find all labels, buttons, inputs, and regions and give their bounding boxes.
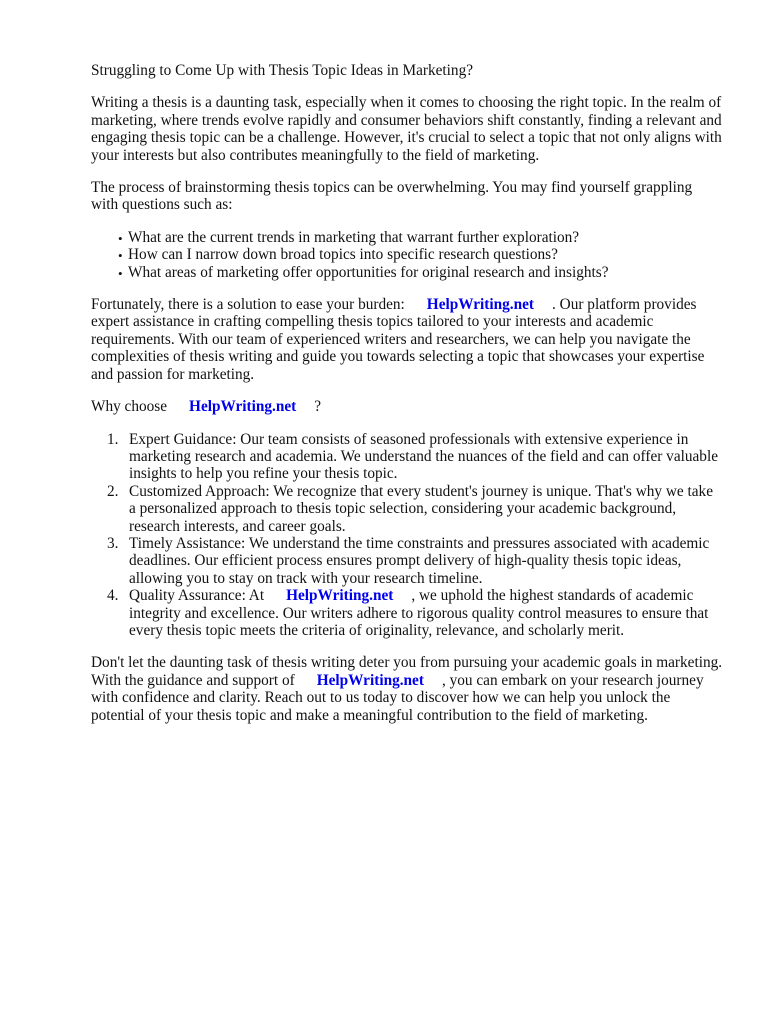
item-number: 4. <box>107 587 119 605</box>
list-item <box>91 483 723 535</box>
solution-text-after: . Our platform provides expert assistance in crafting compelling thesis topics tailored to your interests and academic requirements. With our team of experienced writers and researchers, we can help you navigate the complexities of thesis writing and guide you towards selecting a topic that showcases your expertise and passion for marketing. <box>91 296 705 383</box>
list-item <box>91 587 723 639</box>
solution-text-before: Fortunately, there is a solution to ease your burden: <box>91 296 405 314</box>
question-text: What are the current trends in marketing that warrant further exploration? <box>128 228 580 246</box>
list-item <box>91 246 723 263</box>
document-title: Struggling to Come Up with Thesis Topic Ideas in Marketing? <box>91 62 474 79</box>
bullet-icon: • <box>118 265 123 281</box>
closing-text-before: Don't let the daunting task of thesis writing deter you from pursuing your academic goals in marketing. With the guidance and support of <box>91 654 723 689</box>
reason-text: Customized Approach: We recognize that every student's journey is unique. That's why we take a personalized approach to thesis topic selection, considering your academic background, research interests, and career goals. <box>129 482 713 535</box>
item-number: 1. <box>107 430 119 448</box>
list-item <box>91 229 723 246</box>
why-text-after: ? <box>314 398 322 416</box>
intro-paragraph: Writing a thesis is a daunting task, especially when it comes to choosing the right topic. In the realm of marketing, where trends evolve rapidly and consumer behaviors shift constantly, finding a relevant and engaging thesis topic can be a challenge. However, it's crucial to select a topic that not only aligns with your interests but also contributes meaningfully to the field of marketing. <box>91 94 722 164</box>
item-number: 3. <box>107 534 119 552</box>
bullet-icon: • <box>118 230 123 246</box>
questions-list <box>91 229 723 281</box>
reason-text-after: , we uphold the highest standards of academic integrity and excellence. Our writers adhere to rigorous quality control measures to ensure that every thesis topic meets the criteria of originality, relevance, and scholarly merit. <box>129 587 709 639</box>
list-item <box>91 535 723 587</box>
process-paragraph: The process of brainstorming thesis topics can be overwhelming. You may find yourself grappling with questions such as: <box>91 179 693 214</box>
item-number: 2. <box>107 482 119 500</box>
list-item <box>91 264 723 281</box>
why-text-before: Why choose <box>91 398 168 416</box>
closing-text-after: , you can embark on your research journey with confidence and clarity. Reach out to us today to discover how we can help you unlock the potential of your thesis topic and make a meaningful contribution to the field of marketing. <box>91 671 704 724</box>
reasons-list <box>91 431 723 640</box>
helpwriting-link[interactable]: HelpWriting.net <box>286 587 394 605</box>
helpwriting-link[interactable]: HelpWriting.net <box>189 398 297 416</box>
solution-paragraph <box>91 296 723 383</box>
document-page <box>91 62 723 739</box>
closing-paragraph <box>91 654 723 724</box>
reason-text: Timely Assistance: We understand the time constraints and pressures associated with academic deadlines. Our efficient process ensures prompt delivery of high-quality thesis topic ideas, allowing you to stay on track with your research timeline. <box>129 534 710 587</box>
question-text: How can I narrow down broad topics into specific research questions? <box>128 246 558 264</box>
why-choose-line <box>91 398 723 415</box>
bullet-icon: • <box>118 248 123 264</box>
question-text: What areas of marketing offer opportunities for original research and insights? <box>128 263 609 281</box>
reason-text-before: Quality Assurance: At <box>129 587 265 605</box>
reason-text: Expert Guidance: Our team consists of seasoned professionals with extensive experience in marketing research and academia. We understand the nuances of the field and can offer valuable insights to help you refine your thesis topic. <box>129 430 718 483</box>
helpwriting-link[interactable]: HelpWriting.net <box>316 671 424 689</box>
list-item <box>91 431 723 483</box>
helpwriting-link[interactable]: HelpWriting.net <box>426 296 535 314</box>
